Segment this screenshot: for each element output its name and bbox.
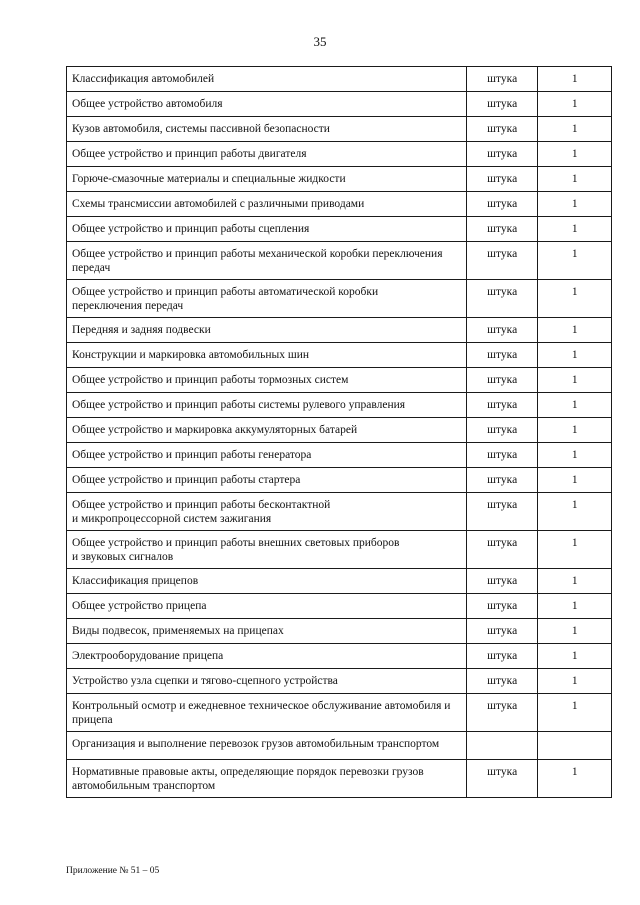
item-unit-cell: штука bbox=[466, 167, 538, 192]
table-row bbox=[67, 760, 612, 798]
item-quantity-cell: 1 bbox=[538, 644, 612, 669]
section-table-body bbox=[67, 760, 612, 798]
item-name-cell: Общее устройство и принцип работы автоматической коробки переключения передач bbox=[67, 280, 467, 318]
table-row bbox=[67, 368, 612, 393]
section-heading-unit-cell bbox=[466, 732, 538, 760]
item-unit-cell: штука bbox=[466, 280, 538, 318]
item-quantity-cell: 1 bbox=[538, 368, 612, 393]
table-row bbox=[67, 468, 612, 493]
table-row bbox=[67, 393, 612, 418]
item-name-cell: Общее устройство и принцип работы системы рулевого управления bbox=[67, 393, 467, 418]
item-name-cell: Кузов автомобиля, системы пассивной безопасности bbox=[67, 117, 467, 142]
item-quantity-cell: 1 bbox=[538, 619, 612, 644]
item-unit-cell: штука bbox=[466, 644, 538, 669]
table-row bbox=[67, 418, 612, 443]
item-quantity-cell: 1 bbox=[538, 167, 612, 192]
item-unit-cell: штука bbox=[466, 619, 538, 644]
item-unit-cell: штука bbox=[466, 694, 538, 732]
item-quantity-cell: 1 bbox=[538, 318, 612, 343]
item-unit-cell: штука bbox=[466, 242, 538, 280]
item-unit-cell: штука bbox=[466, 393, 538, 418]
item-unit-cell: штука bbox=[466, 760, 538, 798]
item-name-cell: Конструкции и маркировка автомобильных шин bbox=[67, 343, 467, 368]
section-heading-body bbox=[67, 732, 612, 760]
item-quantity-cell: 1 bbox=[538, 117, 612, 142]
item-quantity-cell: 1 bbox=[538, 531, 612, 569]
item-quantity-cell: 1 bbox=[538, 418, 612, 443]
item-quantity-cell: 1 bbox=[538, 594, 612, 619]
item-unit-cell: штука bbox=[466, 443, 538, 468]
item-quantity-cell: 1 bbox=[538, 280, 612, 318]
table-row bbox=[67, 92, 612, 117]
item-unit-cell: штука bbox=[466, 569, 538, 594]
table-body bbox=[67, 67, 612, 732]
item-quantity-cell: 1 bbox=[538, 760, 612, 798]
table-row bbox=[67, 644, 612, 669]
table-row bbox=[67, 343, 612, 368]
item-name-cell: Горюче-смазочные материалы и специальные жидкости bbox=[67, 167, 467, 192]
item-quantity-cell: 1 bbox=[538, 443, 612, 468]
item-name-cell: Общее устройство и принцип работы генератора bbox=[67, 443, 467, 468]
table-row bbox=[67, 242, 612, 280]
item-quantity-cell: 1 bbox=[538, 142, 612, 167]
footer-note: Приложение № 51 – 05 bbox=[66, 866, 160, 876]
item-name-cell: Общее устройство и принцип работы механической коробки переключения передач bbox=[67, 242, 467, 280]
item-unit-cell: штука bbox=[466, 669, 538, 694]
table-row bbox=[67, 117, 612, 142]
table-row bbox=[67, 67, 612, 92]
page-number: 35 bbox=[313, 34, 327, 49]
item-unit-cell: штука bbox=[466, 343, 538, 368]
item-name-cell: Общее устройство и принцип работы бесконтактной и микропроцессорной систем зажигания bbox=[67, 493, 467, 531]
item-quantity-cell: 1 bbox=[538, 694, 612, 732]
item-name-cell: Устройство узла сцепки и тягово-сцепного устройства bbox=[67, 669, 467, 694]
item-unit-cell: штука bbox=[466, 468, 538, 493]
item-name-cell: Электрооборудование прицепа bbox=[67, 644, 467, 669]
item-unit-cell: штука bbox=[466, 318, 538, 343]
table-row bbox=[67, 669, 612, 694]
item-quantity-cell: 1 bbox=[538, 242, 612, 280]
item-quantity-cell: 1 bbox=[538, 669, 612, 694]
item-unit-cell: штука bbox=[466, 217, 538, 242]
item-name-cell: Схемы трансмиссии автомобилей с различными приводами bbox=[67, 192, 467, 217]
table-row bbox=[67, 192, 612, 217]
section-heading-row bbox=[67, 732, 612, 760]
item-name-cell: Нормативные правовые акты, определяющие порядок перевозки грузов автомобильным транспортом bbox=[67, 760, 467, 798]
table-row bbox=[67, 694, 612, 732]
item-quantity-cell: 1 bbox=[538, 569, 612, 594]
table-row bbox=[67, 493, 612, 531]
section-heading: Организация и выполнение перевозок грузов автомобильным транспортом bbox=[67, 732, 467, 760]
item-quantity-cell: 1 bbox=[538, 192, 612, 217]
item-unit-cell: штука bbox=[466, 67, 538, 92]
section-heading-qty-cell bbox=[538, 732, 612, 760]
table-row bbox=[67, 280, 612, 318]
item-unit-cell: штука bbox=[466, 531, 538, 569]
item-name-cell: Общее устройство автомобиля bbox=[67, 92, 467, 117]
item-name-cell: Общее устройство и принцип работы сцепления bbox=[67, 217, 467, 242]
item-name-cell: Общее устройство и принцип работы тормозных систем bbox=[67, 368, 467, 393]
table-row bbox=[67, 594, 612, 619]
item-quantity-cell: 1 bbox=[538, 493, 612, 531]
item-unit-cell: штука bbox=[466, 418, 538, 443]
item-name-cell: Общее устройство и маркировка аккумуляторных батарей bbox=[67, 418, 467, 443]
item-name-cell: Общее устройство и принцип работы стартера bbox=[67, 468, 467, 493]
item-quantity-cell: 1 bbox=[538, 217, 612, 242]
item-unit-cell: штука bbox=[466, 368, 538, 393]
item-unit-cell: штука bbox=[466, 192, 538, 217]
table-row bbox=[67, 217, 612, 242]
item-unit-cell: штука bbox=[466, 594, 538, 619]
item-quantity-cell: 1 bbox=[538, 393, 612, 418]
item-name-cell: Общее устройство и принцип работы двигателя bbox=[67, 142, 467, 167]
table-row bbox=[67, 531, 612, 569]
item-name-cell: Общее устройство и принцип работы внешних световых приборов и звуковых сигналов bbox=[67, 531, 467, 569]
table-row bbox=[67, 443, 612, 468]
item-quantity-cell: 1 bbox=[538, 67, 612, 92]
item-name-cell: Общее устройство прицепа bbox=[67, 594, 467, 619]
item-unit-cell: штука bbox=[466, 493, 538, 531]
item-unit-cell: штука bbox=[466, 142, 538, 167]
item-name-cell: Передняя и задняя подвески bbox=[67, 318, 467, 343]
item-unit-cell: штука bbox=[466, 117, 538, 142]
item-name-cell: Контрольный осмотр и ежедневное техническое обслуживание автомобиля и прицепа bbox=[67, 694, 467, 732]
equipment-table bbox=[66, 66, 612, 798]
table-row bbox=[67, 619, 612, 644]
table-row bbox=[67, 318, 612, 343]
item-quantity-cell: 1 bbox=[538, 468, 612, 493]
item-quantity-cell: 1 bbox=[538, 92, 612, 117]
table-row bbox=[67, 142, 612, 167]
table-row bbox=[67, 167, 612, 192]
table-row bbox=[67, 569, 612, 594]
item-unit-cell: штука bbox=[466, 92, 538, 117]
item-name-cell: Классификация автомобилей bbox=[67, 67, 467, 92]
item-name-cell: Классификация прицепов bbox=[67, 569, 467, 594]
item-quantity-cell: 1 bbox=[538, 343, 612, 368]
item-name-cell: Виды подвесок, применяемых на прицепах bbox=[67, 619, 467, 644]
